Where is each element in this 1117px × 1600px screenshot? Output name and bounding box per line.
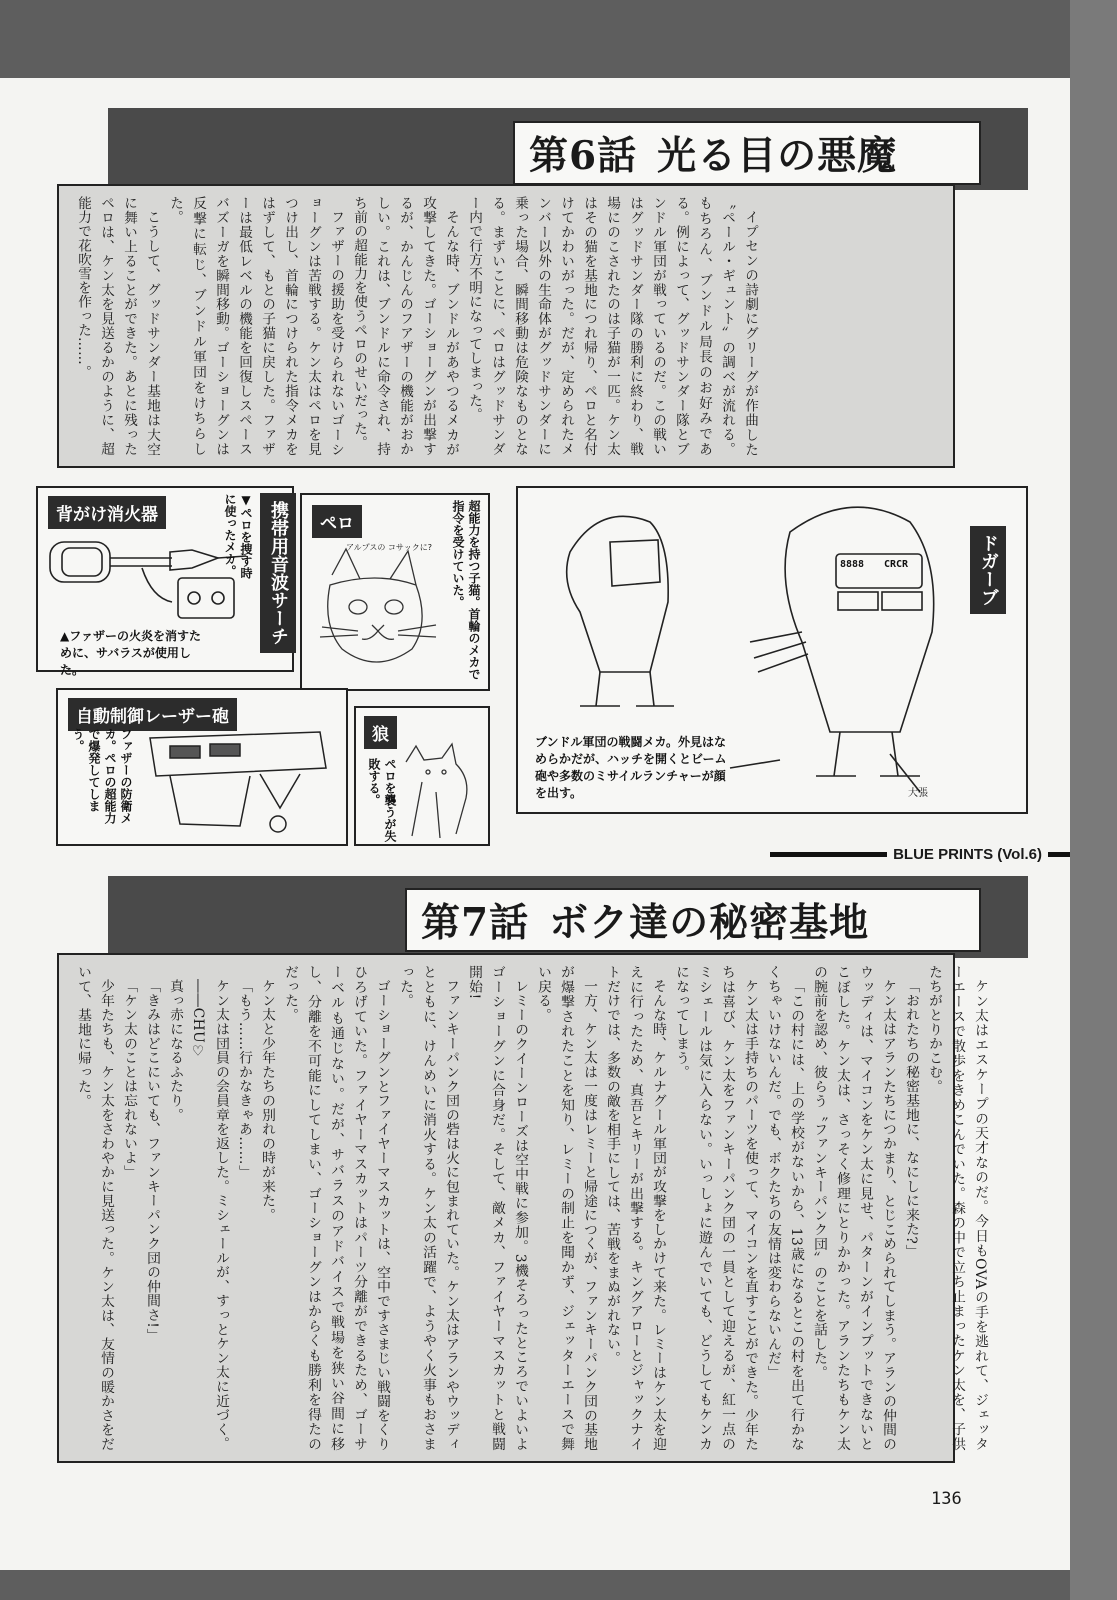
wolf-caption: ペロを襲うが失敗する。 xyxy=(367,758,397,842)
extinguisher-caption: ▲ファザーの火炎を消すために、サバラスが使用した。 xyxy=(60,629,201,677)
pero-sketch-note: アルプスの コサックに? xyxy=(346,543,432,552)
episode7-paragraph: ケン太は団員の会員章を返した。ミシェールが、すっとケン太に近づく。 xyxy=(213,978,229,1451)
wolf-sketch xyxy=(396,742,486,842)
episode6-text-box xyxy=(57,184,955,468)
episode7-paragraph: ――CHU♡ xyxy=(190,978,206,1060)
episode7-title-text: ボク達の秘密基地 xyxy=(549,900,870,946)
episode6-paragraph: そんな時、ブンドルがあやつるメカが攻撃してきた。ゴーショーグンが出撃するが、かんじんのフアザーの機能がおかしい。これは、ブンドルに命令され、持ち前の超能力を使うペロのせいだった。 xyxy=(351,196,459,456)
sonar-label: 携帯用音波サーチ xyxy=(260,493,296,653)
dogarb-caption: ブンドル軍団の戦闘メカ。外見はなめらかだが、ハッチを開くとビーム砲や多数のミサイルランチャーが顔を出す。 xyxy=(535,735,727,800)
blue-prints-rule-end xyxy=(1048,852,1070,857)
blue-prints-bar xyxy=(770,846,1070,862)
episode6-paragraph: こうして、グッドサンダー基地は大空に舞い上ることができた。あとに残ったペロは、ケン太を見送るかのように、超能力で花吹雪を作った……。 xyxy=(75,196,160,456)
episode7-paragraph: 少年たちも、ケン太をさわやかに見送った。ケン太は、友情の暖かさをだいて、基地に帰った。 xyxy=(75,965,114,1451)
episode7-paragraph: 一方、ケン太は一度はレミーと帰途につくが、ファンキーパンク団の基地が爆撃されたことを知り、レミーの制止を聞かず、ジェッターエースで舞い戻る。 xyxy=(535,965,597,1451)
episode6-number: 第6話 xyxy=(529,133,638,179)
episode7-paragraph: 「この村には、上の学校がないから、13歳になるとこの村を出て行かなくちゃいけないんだ。でも、ボクたちの友情は変わらないんだ」 xyxy=(765,965,804,1451)
wolf-label: 狼 xyxy=(364,716,397,749)
sonar-caption: ▼ペロを捜す時に使ったメカ。 xyxy=(223,493,253,579)
episode7-paragraph: ケン太はエスケープの天才なのだ。今日もOVAの手を逃れて、ジェッターエースで散歩をきめこんでいた。森の中で立ち止まったケン太を、子供たちがとりかこむ。 xyxy=(926,965,988,1451)
episode7-paragraph: 「もう……行かなきゃあ……」 xyxy=(236,978,252,1179)
blue-prints-label: BLUE PRINTS (Vol.6) xyxy=(893,845,1042,863)
episode6-title xyxy=(513,121,981,185)
episode7-paragraph: レミーのクイーンローズは空中戦に参加。3機そろったところでいよいよゴーショーグンに合身だ。そして、敵メカ、ファイヤーマスカットと戦闘開始! xyxy=(466,965,528,1451)
extinguisher-illustration xyxy=(42,528,252,620)
episode7-paragraph: ケン太は手持ちのパーツを使って、マイコンを直すことができた。少年たちは喜び、ケン太をファンキーパンク団の一員として迎えるが、紅一点のミシェールは気に入らない。いっしょに遊んでいても、どうしてもケンカになってしまう。 xyxy=(673,965,758,1451)
episode7-paragraph: そんな時、ケルナグール軍団が攻撃をしかけて来た。レミーはケン太を迎えに行ったため、真吾とキリーが出撃する。キングアローとジャックナイトだけでは、多数の敵を相手にしては、苦戦をまぬがれない。 xyxy=(604,965,666,1451)
dogarb-display-a: 8888 xyxy=(840,559,865,570)
page-number: 136 xyxy=(931,1489,962,1509)
laser-label: 自動制御レーザー砲 xyxy=(68,698,237,731)
episode7-number: 第7話 xyxy=(421,900,530,946)
episode7-paragraph: 「おれたちの秘密基地に、なにしに来た?」 xyxy=(903,978,919,1259)
pero-label: ペロ xyxy=(312,505,362,538)
episode6-body xyxy=(71,196,761,456)
episode7-paragraph: ケン太と少年たちの別れの時が来た。 xyxy=(259,978,275,1222)
blue-prints-rule xyxy=(770,852,887,857)
dogarb-display-b: CRCR xyxy=(884,559,909,570)
pero-caption: 超能力を持つ子猫。首輪のメカで指令を受けていた。 xyxy=(451,500,481,680)
episode6-paragraph: ファザーの援助を受けられないゴーショーグンは苦戦する。ケン太はペロを見つけ出し、首輪につけられた指令メカをはずして、もとの子猫に戻した。ファザーは最低レベルの機能を回復しスペースバズーガを瞬間移動。ゴーショーグンは反撃に転じ、ブンドル軍団をけちらした。 xyxy=(167,196,344,456)
episode7-text-box xyxy=(57,953,988,1463)
episode6-title-text: 光る目の悪魔 xyxy=(657,133,898,179)
extinguisher-label: 背がけ消火器 xyxy=(48,496,166,529)
laser-cannon-illustration xyxy=(150,728,340,838)
dogarb-label: ドガーブ xyxy=(970,526,1006,614)
episode6-paragraph: イプセンの詩劇にグリーグが作曲した〝ペール・ギュント〟の調べが流れる。もちろん、ブンドル局長のお好みである。例によって、グッドサンダー隊とブンドル軍団が戦っているのだ。この戦いはグッドサンダー隊の勝利に終わり、戦場にのこされたのは子猫が一匹。ケン太はその猫を基地につれ帰り、ペロと名付けてかわいがった。だが、定められたメンバー以外の生命体がグッドサンダーに乗った場合、瞬間移動は危険なものとなる。まずいことに、ペロはグッドサンダー内で行方不明になってしまった。 xyxy=(466,196,758,456)
episode7-title xyxy=(405,888,981,952)
episode7-paragraph: 「きみはどこにいても、ファンキーパンク団の仲間さ!」 xyxy=(144,978,160,1343)
laser-caption: ファザーの防衛メカ。ペロの超能力で爆発してしまう。 xyxy=(71,728,133,824)
episode7-paragraph: ゴーショーグンとファイヤーマスカットは、空中ですさまじい戦闘をくりひろげていた。ファイヤーマスカットはパーツ分離ができるため、ゴーサーベルも通じない。だが、サバラスのアドバイスで戦場を狭い谷間に移し、分離を不可能にしてしまい、ゴーショーグンはからくも勝利を得たのだった。 xyxy=(282,965,390,1451)
cat-sketch xyxy=(312,545,442,685)
episode7-body xyxy=(71,965,991,1451)
episode7-paragraph: 真っ赤になるふたり。 xyxy=(167,978,183,1122)
episode7-paragraph: 「ケン太のことは忘れないよ」 xyxy=(121,978,137,1179)
episode7-paragraph: ケン太はアランたちにつかまり、とじこめられてしまう。アランの仲間のウッディは、マイコンをケン太に見せ、パターンがインプットできないとこぼした。ケン太は、さっそく修理にとりかかった。アランたちもケン太の腕前を認め、彼らう〝ファンキーパンク団〟のことを話した。 xyxy=(811,965,896,1451)
page-edge xyxy=(1070,0,1117,1600)
dogarb-signature: 大張 xyxy=(908,788,928,799)
episode7-paragraph: ファンキーパンク団の砦は火に包まれていた。ケン太はアランやウッディとともに、けんめいに消火する。ケン太の活躍で、ようやく火事もおさまった。 xyxy=(397,965,459,1451)
